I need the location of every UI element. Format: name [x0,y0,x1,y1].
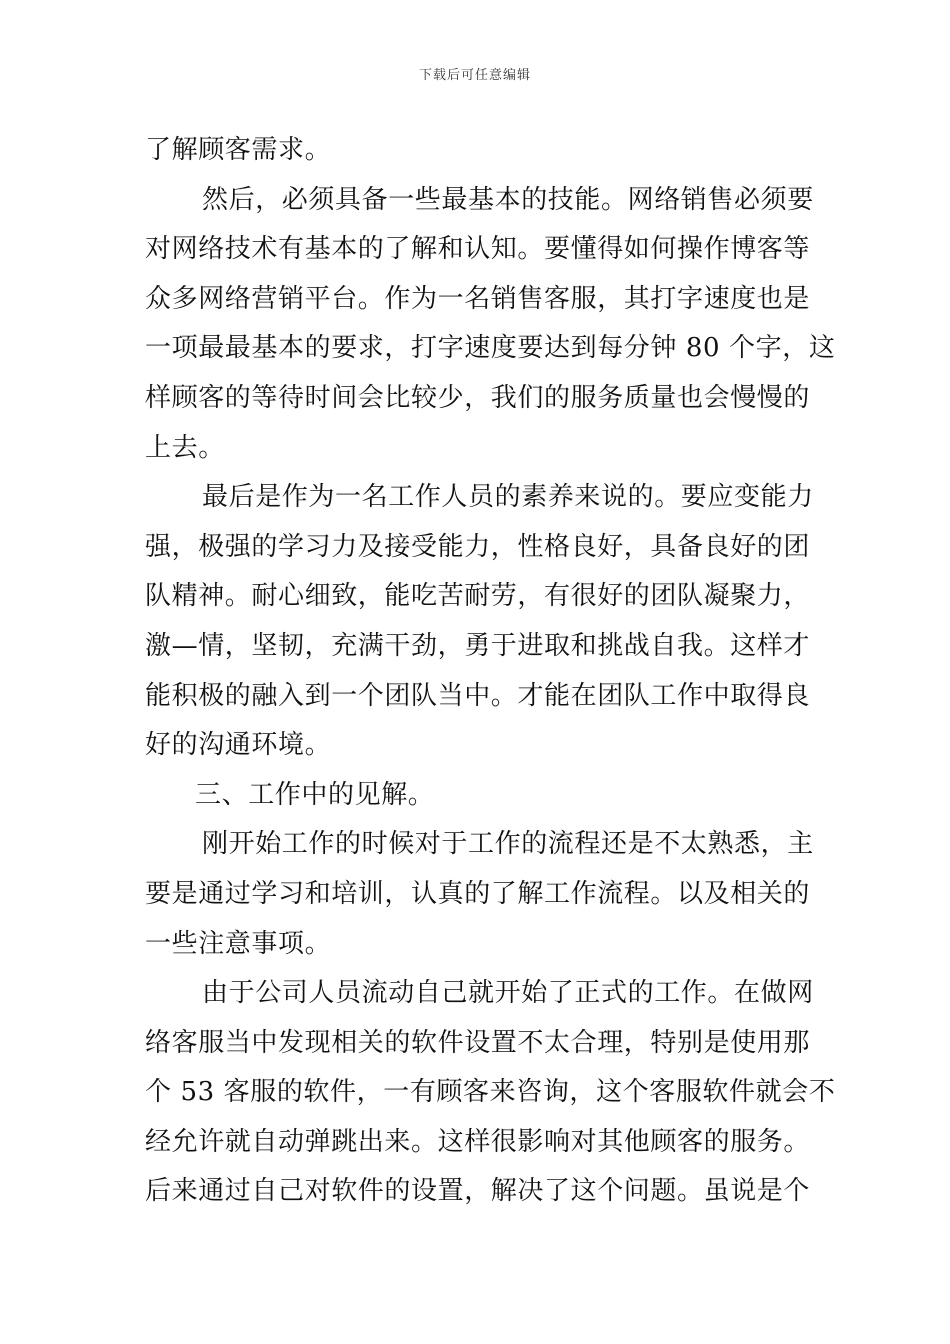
text-line: 经允许就自动弹跳出来。这样很影响对其他顾客的服务。 [145,1126,811,1157]
text-line: 能积极的融入到一个团队当中。才能在团队工作中取得良 [145,680,811,711]
text-line: 一项最最基本的要求，打字速度要达到每分钟 80 个字，这 [145,333,836,364]
text-line: 络客服当中发现相关的软件设置不太合理，特别是使用那 [145,1027,811,1058]
text-line: 由于公司人员流动自己就开始了正式的工作。在做网 [202,978,814,1009]
text-line: 队精神。耐心细致，能吃苦耐劳，有很好的团队凝聚力， [145,581,811,612]
text-line: 对网络技术有基本的了解和认知。要懂得如何操作博客等 [145,234,811,265]
text-line: 众多网络营销平台。作为一名销售客服，其打字速度也是 [145,283,811,314]
section-heading: 三、工作中的见解。 [195,779,435,810]
text-line: 然后，必须具备一些最基本的技能。网络销售必须要 [202,184,814,215]
text-line: 个 53 客服的软件，一有顾客来咨询，这个客服软件就会不 [145,1077,836,1108]
text-line: 上去。 [145,432,225,463]
text-line: 了解顾客需求。 [145,135,332,165]
text-line: 样顾客的等待时间会比较少，我们的服务质量也会慢慢的 [145,382,811,413]
text-line: 刚开始工作的时候对于工作的流程还是不太熟悉，主 [202,829,814,860]
page-header: 下载后可任意编辑 [418,68,531,83]
text-line: 后来通过自己对软件的设置，解决了这个问题。虽说是个 [145,1176,811,1207]
text-line: 激—情，坚韧，充满干劲，勇于进取和挑战自我。这样才 [145,630,811,661]
text-line: 要是通过学习和培训，认真的了解工作流程。以及相关的 [145,878,811,909]
document-body [145,126,836,1217]
text-line: 一些注意事项。 [145,928,332,959]
text-line: 好的沟通环境。 [145,730,332,761]
text-line: 强，极强的学习力及接受能力，性格良好，具备良好的团 [145,531,811,562]
text-line: 最后是作为一名工作人员的素养来说的。要应变能力 [202,482,814,513]
